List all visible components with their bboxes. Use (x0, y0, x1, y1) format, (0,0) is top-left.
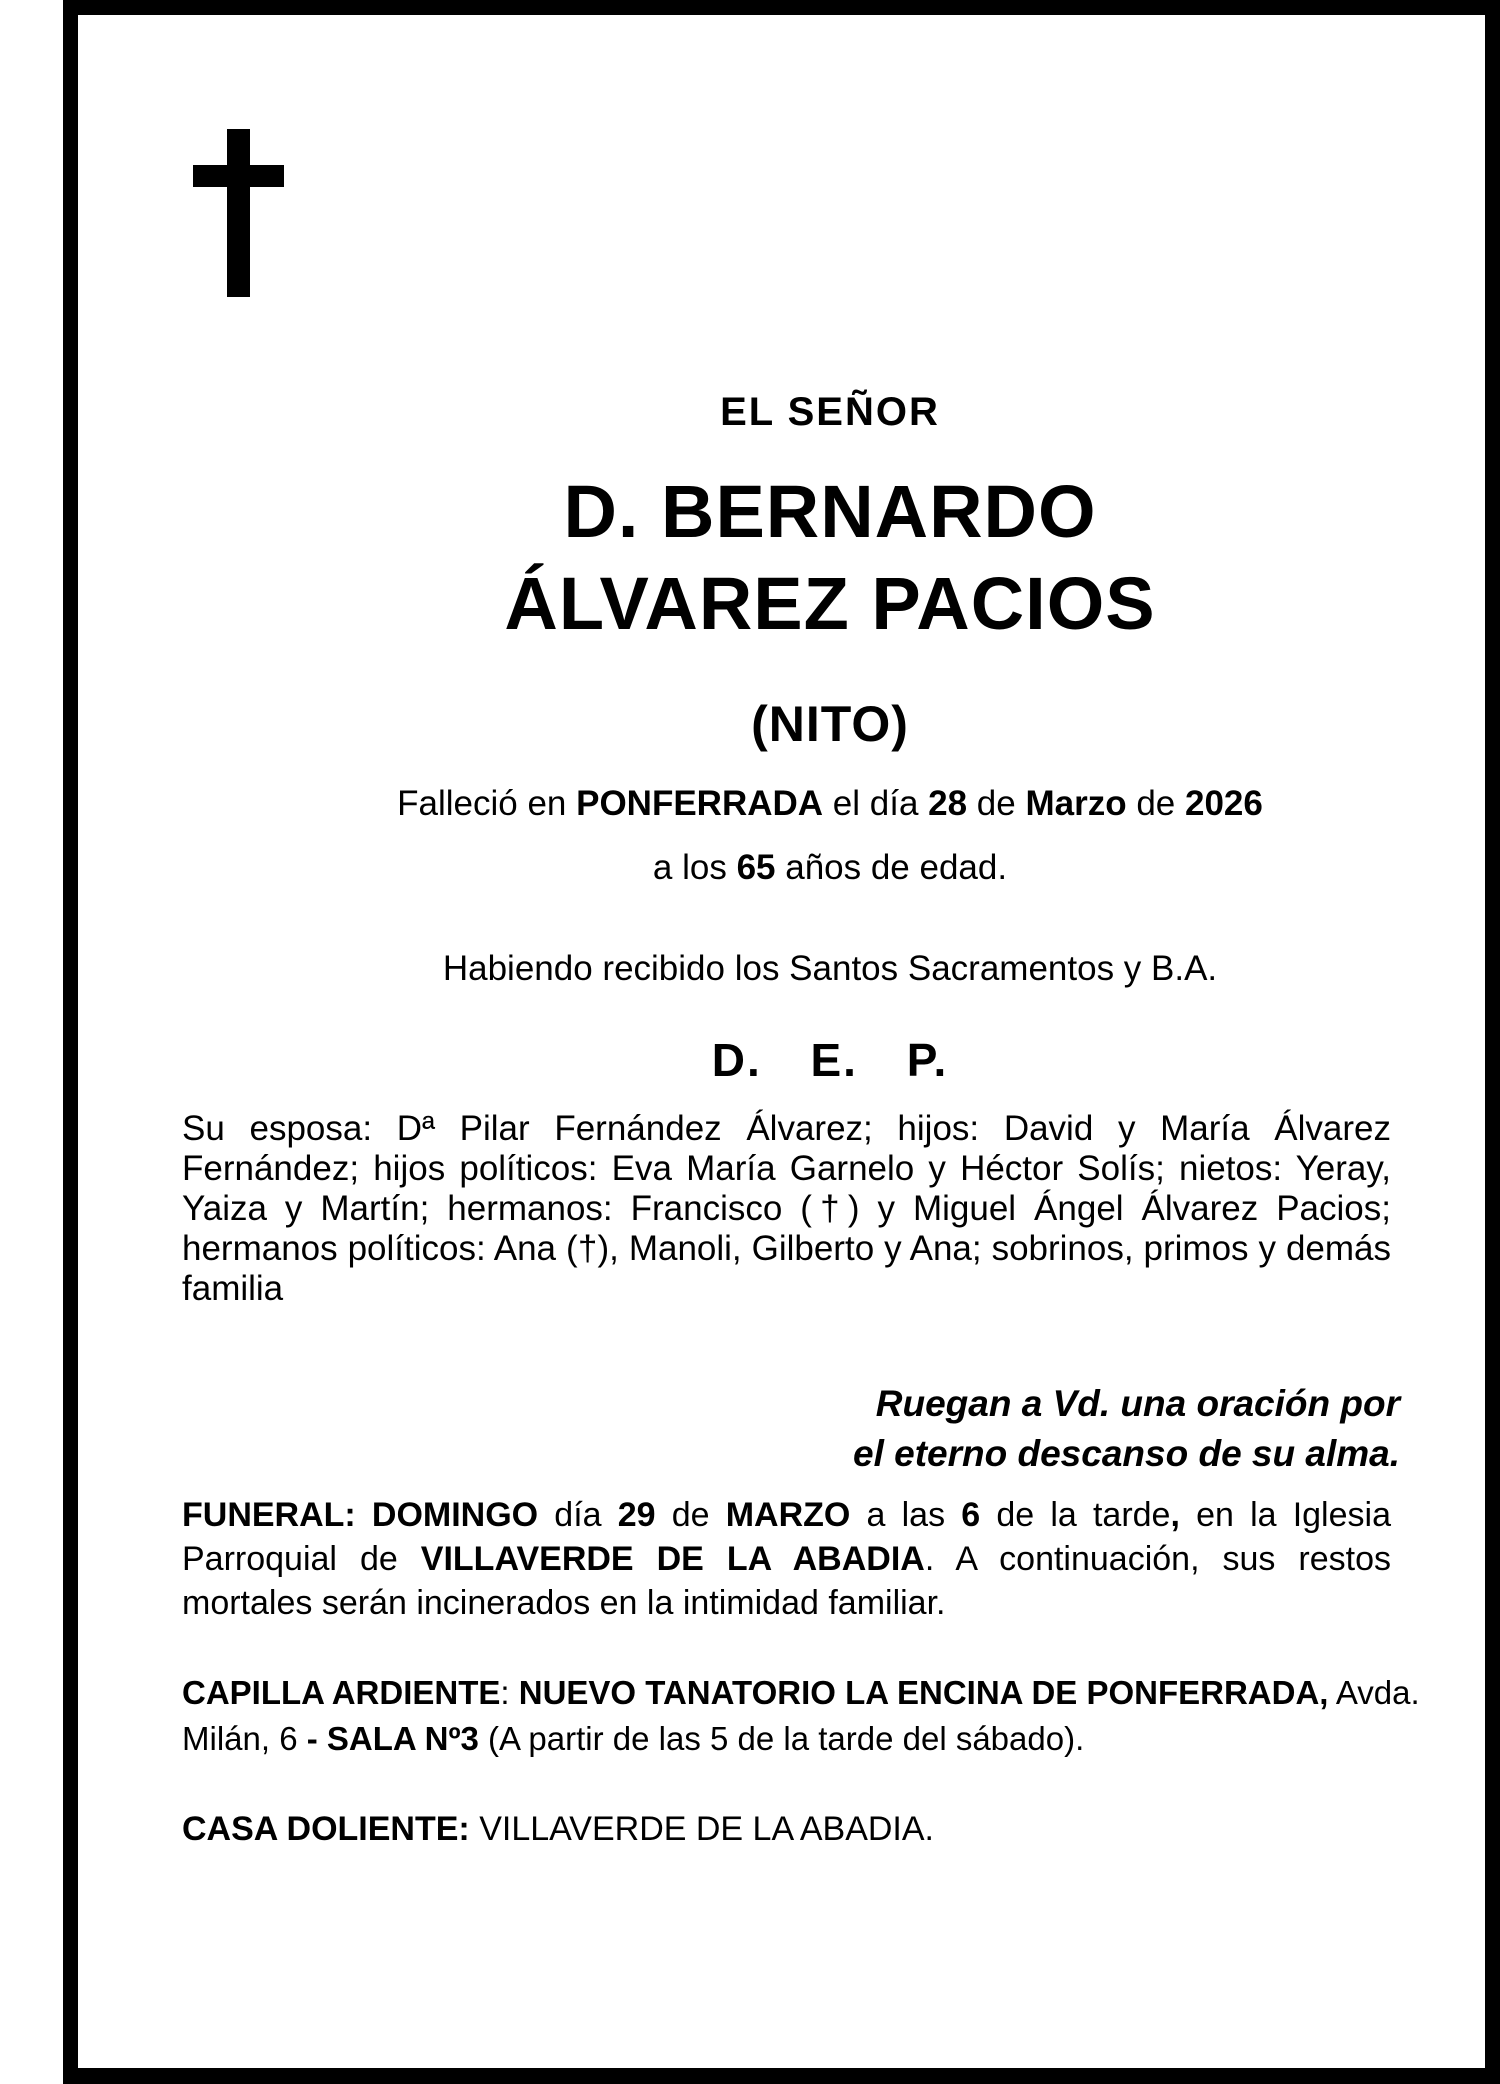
text-segment: a los (652, 848, 737, 887)
text-segment: . A continuación, sus restos mortales serán incinerados en la intimidad familiar. (182, 1540, 1392, 1622)
cross-vertical-bar (227, 129, 250, 297)
dep-abbreviation: D. E. P. (711, 1034, 949, 1086)
text-segment: 28 (928, 784, 968, 823)
deceased-name (182, 466, 1478, 650)
mourning-house-info (182, 1807, 1422, 1851)
chapel-info (182, 1670, 1422, 1762)
text-segment: CASA DOLIENTE: (182, 1810, 470, 1848)
prayer-request (853, 1379, 1400, 1479)
text-segment: en la Iglesia Parroquial de (182, 1496, 1391, 1578)
text-segment: CAPILLA ARDIENTE (182, 1674, 501, 1711)
deceased-name-line1: D. BERNARDO (563, 470, 1097, 553)
text-segment: 29 (617, 1496, 656, 1534)
text-segment: Marzo (1025, 784, 1127, 823)
text-segment: 2026 (1184, 784, 1263, 823)
text-segment: VILLAVERDE DE LA ABADIA. (469, 1810, 934, 1848)
text-segment: Falleció en (397, 784, 577, 823)
text-segment: VILLAVERDE DE LA ABADIA (420, 1540, 925, 1578)
death-date-line (182, 784, 1478, 824)
text-segment: 65 (736, 848, 776, 887)
text-segment: de la tarde (980, 1496, 1171, 1534)
cross-horizontal-bar (193, 165, 284, 187)
text-segment: de (1126, 784, 1185, 823)
prayer-line2: el eterno descanso de su alma. (853, 1433, 1400, 1474)
text-segment: PONFERRADA (576, 784, 824, 823)
text-segment: el día (823, 784, 929, 823)
text-segment: MARZO (725, 1496, 851, 1534)
family-paragraph: Su esposa: Dª Pilar Fernández Álvarez; hijos: David y María Álvarez Fernández; hijos políticos: Eva María Garnelo y Héctor Solís; nietos: Yeray, Yaiza y Martín; hermanos: Francisco (†) y Miguel Ángel Álvarez Pacios; hermanos políticos: Ana (†), Manoli, Gilberto y Ana; sobrinos, primos y demás familia (182, 1109, 1391, 1308)
sacraments-line: Habiendo recibido los Santos Sacramentos y B.A. (442, 949, 1218, 988)
text-segment: día (538, 1496, 618, 1534)
prayer-line1: Ruegan a Vd. una oración por (875, 1383, 1400, 1424)
text-segment: FUNERAL: DOMINGO (182, 1496, 539, 1534)
text-segment: 6 (961, 1496, 981, 1534)
text-segment: años de edad. (775, 848, 1008, 887)
deceased-name-line2: ÁLVAREZ PACIOS (504, 562, 1156, 645)
text-segment: NUEVO TANATORIO LA ENCINA DE PONFERRADA, (518, 1674, 1329, 1711)
cross-icon (193, 129, 284, 297)
text-segment: de (655, 1496, 726, 1534)
text-segment: a las (850, 1496, 962, 1534)
honorific-title: EL SEÑOR (720, 390, 940, 434)
text-segment: (A partir de las 5 de la tarde del sábado). (478, 1720, 1085, 1757)
deceased-nickname: (NITO) (751, 696, 909, 752)
text-segment: , (1170, 1496, 1180, 1534)
text-segment: Avda. Milán, 6 (182, 1674, 1420, 1757)
funeral-info (182, 1493, 1391, 1625)
text-segment: - SALA Nº3 (306, 1720, 479, 1757)
text-segment: de (967, 784, 1026, 823)
text-segment: : (500, 1674, 519, 1711)
age-line (182, 848, 1478, 888)
